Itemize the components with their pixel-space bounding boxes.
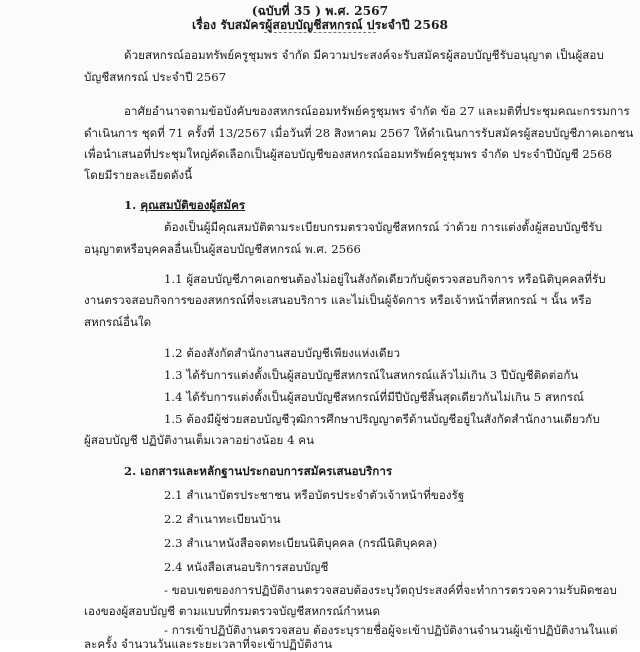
section-1-title: คุณสมบัติของผู้สมัคร — [140, 198, 246, 212]
item-2-4: 2.4 หนังสือเสนอบริการสอบบัญชี — [164, 560, 329, 574]
item-2-4-detail-1-line-1: - ขอบเขตของการปฏิบัติงานตรวจสอบต้องระบุวัตถุประสงค์ที่จะทำการตรวจความรับผิดชอบ — [164, 583, 617, 597]
intro-paragraph-1-line-1: ด้วยสหกรณ์ออมทรัพย์ครูชุมพร จำกัด มีความประสงค์จะรับสมัครผู้สอบบัญชีรับอนุญาต เป็นผู้สอบ — [124, 48, 604, 62]
item-1-1-line-1: 1.1 ผู้สอบบัญชีภาคเอกชนต้องไม่อยู่ในสังกัดเดียวกับผู้ตรวจสอบกิจการ หรือนิติบุคคลที่รับ — [164, 272, 606, 286]
intro-paragraph-2-line-2: ดำเนินการ ชุดที่ 71 ครั้งที่ 13/2567 เมื่อวันที่ 28 สิงหาคม 2567 ให้ดำเนินการรับสมัครผู้สอบบัญชีภาคเอกชน — [84, 126, 634, 140]
section-1-number: 1. — [124, 198, 137, 212]
intro-paragraph-1-line-2: บัญชีสหกรณ์ ประจำปี 2567 — [84, 70, 227, 84]
item-1-3: 1.3 ได้รับการแต่งตั้งเป็นผู้สอบบัญชีสหกรณ์ในสหกรณ์แล้วไม่เกิน 3 ปีบัญชีติดต่อกัน — [164, 368, 579, 382]
item-2-4-detail-1-line-2: เองของผู้สอบบัญชี ตามแบบที่กรมตรวจบัญชีสหกรณ์กำหนด — [84, 604, 381, 618]
item-2-4-detail-2-line-1: - การเข้าปฏิบัติงานตรวจสอบ ต้องระบุรายชื่อผู้จะเข้าปฏิบัติงานจำนวนผู้เข้าปฏิบัติงานในแต่ — [164, 623, 618, 637]
intro-paragraph-2-line-1: อาศัยอำนาจตามข้อบังคับของสหกรณ์ออมทรัพย์ครูชุมพร จำกัด ข้อ 27 และมติที่ประชุมคณะกรรมการ — [124, 104, 630, 118]
item-1-5-line-1: 1.5 ต้องมีผู้ช่วยสอบบัญชีวุฒิการศึกษาปริญญาตรีด้านบัญชีอยู่ในสังกัดสำนักงานเดียวกับ — [164, 412, 600, 426]
item-1-4: 1.4 ได้รับการแต่งตั้งเป็นผู้สอบบัญชีสหกรณ์ที่มีปีบัญชีสิ้นสุดเดียวกันไม่เกิน 5 สหกรณ์ — [164, 390, 584, 404]
item-2-2: 2.2 สำเนาทะเบียนบ้าน — [164, 512, 281, 526]
item-2-3: 2.3 สำเนาหนังสือจดทะเบียนนิติบุคคล (กรณีนิติบุคคล) — [164, 536, 438, 550]
item-1-1-line-3: สหกรณ์อื่นใด — [84, 315, 152, 329]
section-1-lead-line-1: ต้องเป็นผู้มีคุณสมบัติตามระเบียบกรมตรวจบัญชีสหกรณ์ ว่าด้วย การแต่งตั้งผู้สอบบัญชีรับ — [164, 220, 603, 234]
item-1-5-line-2: ผู้สอบบัญชี ปฏิบัติงานเต็มเวลาอย่างน้อย 4 คน — [84, 433, 315, 447]
announcement-edition: (ฉบับที่ 35 ) พ.ศ. 2567 — [251, 4, 389, 18]
item-2-4-detail-2-line-2: ละครั้ง จำนวนวันและระยะเวลาที่จะเข้าปฏิบัติงาน — [84, 637, 333, 651]
intro-paragraph-2-line-4: โดยมีรายละเอียดดังนี้ — [84, 168, 193, 182]
section-2-heading: 2. เอกสารและหลักฐานประกอบการสมัครเสนอบริการ — [124, 464, 393, 478]
intro-paragraph-2-line-3: เพื่อนำเสนอที่ประชุมใหญ่คัดเลือกเป็นผู้สอบบัญชีของสหกรณ์ออมทรัพย์ครูชุมพร จำกัด ประจำปีบัญชี 2568 — [84, 147, 613, 161]
section-1-heading — [124, 197, 245, 213]
section-1-lead-line-2: อนุญาตหรือบุคคลอื่นเป็นผู้สอบบัญชีสหกรณ์ พ.ศ. 2566 — [84, 242, 361, 256]
item-2-1: 2.1 สำเนาบัตรประชาชน หรือบัตรประจำตัวเจ้าหน้าที่ของรัฐ — [164, 488, 465, 502]
header-separator — [264, 32, 376, 33]
announcement-subject: เรื่อง รับสมัครผู้สอบบัญชีสหกรณ์ ประจำปี 2568 — [191, 18, 449, 32]
item-1-1-line-2: งานตรวจสอบกิจการของสหกรณ์ที่จะเสนอบริการ และไม่เป็นผู้จัดการ หรือเจ้าหน้าที่สหกรณ์ ฯ นั้น หรือ — [84, 293, 592, 307]
item-1-2: 1.2 ต้องสังกัดสำนักงานสอบบัญชีเพียงแห่งเดียว — [164, 346, 401, 360]
